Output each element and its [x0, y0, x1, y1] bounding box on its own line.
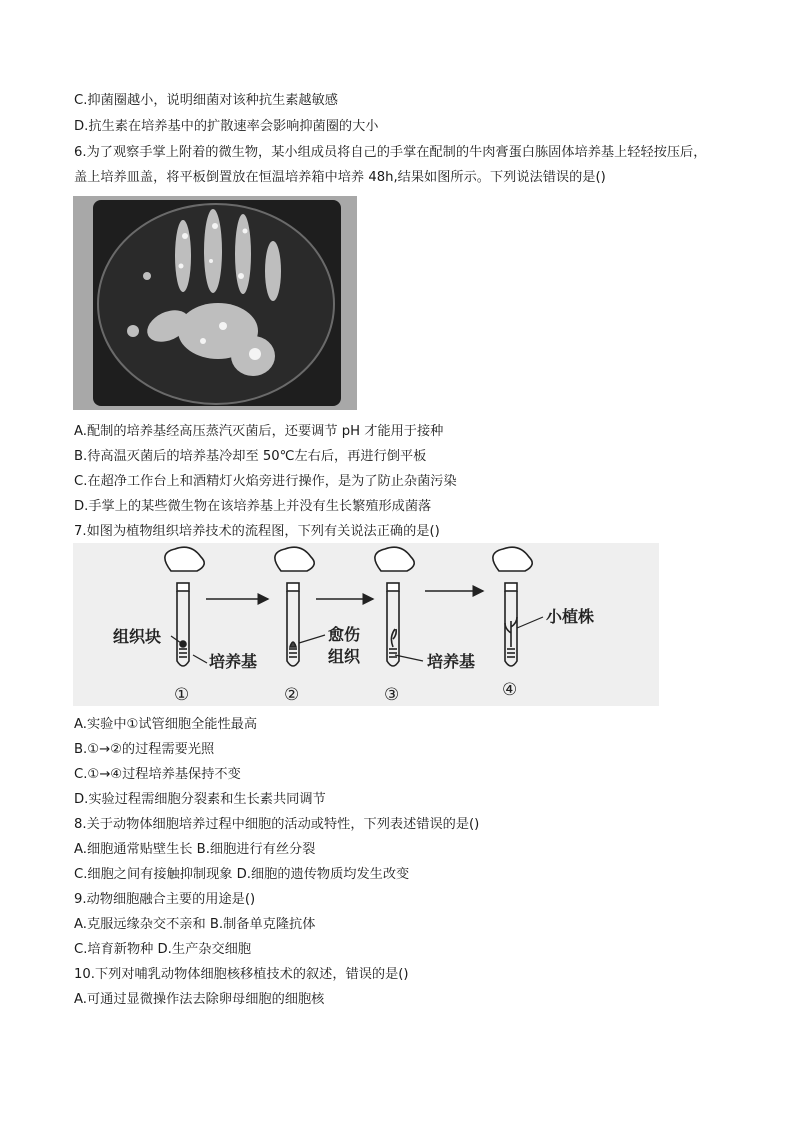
- option-7a: A.实验中①试管细胞全能性最高: [74, 717, 258, 732]
- option-6c: C.在超净工作台上和酒精灯火焰旁进行操作，是为了防止杂菌污染: [74, 474, 457, 489]
- handprint-culture-photo: [73, 196, 357, 410]
- question-7-stem: 7.如图为植物组织培养技术的流程图，下列有关说法正确的是(): [74, 524, 440, 539]
- label-tissue-block: 组织块: [113, 627, 162, 646]
- test-tube-4: [493, 547, 532, 666]
- option-7c: C.①→④过程培养基保持不变: [74, 767, 241, 782]
- tube-number-3: ③: [384, 685, 400, 705]
- label-callus-line1: 愈伤: [328, 625, 361, 644]
- option-8ab: A.细胞通常贴壁生长 B.细胞进行有丝分裂: [74, 842, 316, 857]
- option-7b: B.①→②的过程需要光照: [74, 742, 215, 757]
- option-9cd: C.培育新物种 D.生产杂交细胞: [74, 942, 251, 957]
- question-8-stem: 8.关于动物体细胞培养过程中细胞的活动或特性，下列表述错误的是(): [74, 817, 480, 832]
- tube-number-2: ②: [284, 685, 300, 705]
- test-tube-2: [275, 547, 314, 666]
- tube-number-4: ④: [502, 680, 518, 700]
- option-6b: B.待高温灭菌后的培养基冷却至 50℃左右后，再进行倒平板: [74, 449, 427, 464]
- question-10-stem: 10.下列对哺乳动物体细胞核移植技术的叙述，错误的是(): [74, 967, 409, 982]
- question-6-stem-cont: 盖上培养皿盖，将平板倒置放在恒温培养箱中培养 48h,结果如图所示。下列说法错误的是(): [74, 170, 606, 185]
- question-6-stem: 6.为了观察手掌上附着的微生物，某小组成员将自己的手掌在配制的牛肉膏蛋白胨固体培养基上轻轻按压后，: [74, 145, 707, 160]
- label-plantlet: 小植株: [546, 607, 595, 626]
- tube-number-1: ①: [174, 685, 190, 705]
- option-7d: D.实验过程需细胞分裂素和生长素共同调节: [74, 792, 326, 807]
- question-9-stem: 9.动物细胞融合主要的用途是(): [74, 892, 256, 907]
- option-6d: D.手掌上的某些微生物在该培养基上并没有生长繁殖形成菌落: [74, 499, 432, 514]
- test-tube-1: [165, 547, 204, 666]
- option-10a: A.可通过显微操作法去除卵母细胞的细胞核: [74, 992, 325, 1007]
- label-medium-1: 培养基: [209, 652, 258, 671]
- option-5c: C.抑菌圈越小，说明细菌对该种抗生素越敏感: [74, 93, 338, 108]
- option-9ab: A.克服远缘杂交不亲和 B.制备单克隆抗体: [74, 917, 316, 932]
- option-5d: D.抗生素在培养基中的扩散速率会影响抑菌圈的大小: [74, 119, 379, 134]
- test-tube-3: [375, 547, 414, 666]
- option-8cd: C.细胞之间有接触抑制现象 D.细胞的遗传物质均发生改变: [74, 867, 410, 882]
- label-medium-2: 培养基: [427, 652, 476, 671]
- plant-tissue-culture-diagram: [73, 543, 659, 706]
- option-6a: A.配制的培养基经高压蒸汽灭菌后，还要调节 pH 才能用于接种: [74, 424, 444, 439]
- label-callus-line2: 组织: [328, 647, 361, 666]
